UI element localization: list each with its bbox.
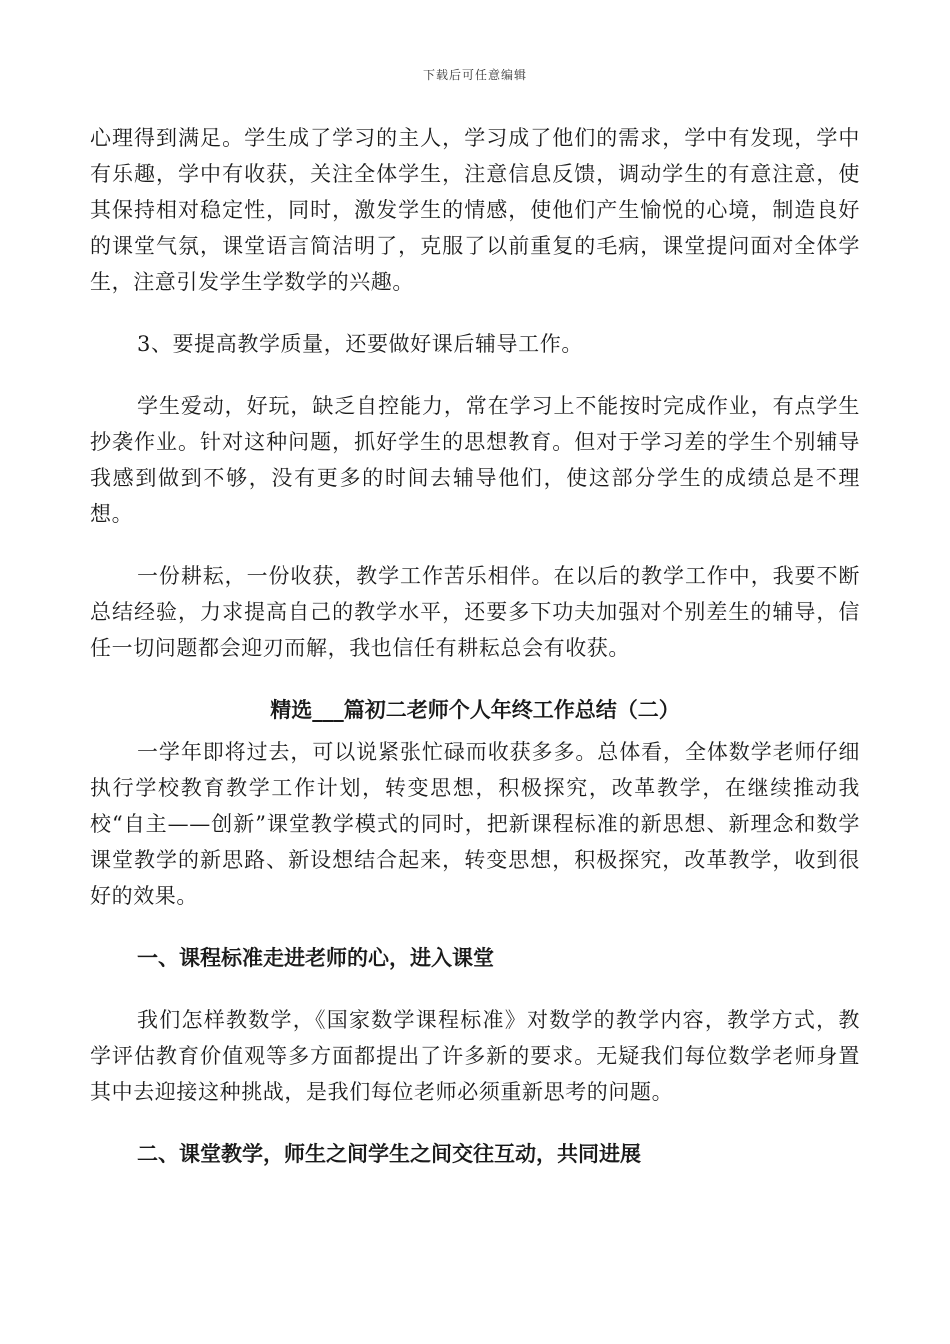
paragraph-gap bbox=[90, 1110, 860, 1136]
paragraph-gap bbox=[90, 300, 860, 326]
paragraph-gap bbox=[90, 976, 860, 1002]
paragraph-gap bbox=[90, 914, 860, 940]
paragraph-3: 学生爱动，好玩，缺乏自控能力，常在学习上不能按时完成作业，有点学生抄袭作业。针对这种问题，抓好学生的思想教育。但对于学习差的学生个别辅导我感到做到不够，没有更多的时间去辅导他们，使这部分学生的成绩总是不理想。 bbox=[90, 394, 860, 526]
paragraph-gap bbox=[90, 362, 860, 388]
paragraph-1: 心理得到满足。学生成了学习的主人，学习成了他们的需求，学中有发现，学中有乐趣，学中有收获，关注全体学生，注意信息反馈，调动学生的有意注意，使其保持相对稳定性，同时，激发学生的情感，使他们产生愉悦的心境，制造良好的课堂气氛，课堂语言简洁明了，克服了以前重复的毛病，课堂提问面对全体学生，注意引发学生学数学的兴趣。 bbox=[90, 126, 860, 294]
page-header-note: 下载后可任意编辑 bbox=[422, 68, 527, 82]
heading-1: 一、课程标准走进老师的心，进入课堂 bbox=[137, 945, 494, 970]
paragraph-5: 一学年即将过去，可以说紧张忙碌而收获多多。总体看，全体数学老师仔细执行学校教育教学工作计划，转变思想，积极探究，改革教学，在继续推动我校“自主——创新”课堂教学模式的同时，把新课程标准的新思想、新理念和数学课堂教学的新思路、新设想结合起来，转变思想，积极探究，改革教学，收到很好的效果。 bbox=[90, 740, 860, 908]
paragraph-4: 一份耕耘，一份收获，教学工作苦乐相伴。在以后的教学工作中，我要不断总结经验，力求提高自己的教学水平，还要多下功夫加强对个别差生的辅导，信任一切问题都会迎刃而解，我也信任有耕耘总会有收获。 bbox=[90, 564, 860, 660]
paragraph-gap bbox=[90, 666, 860, 692]
paragraph-6: 我们怎样教数学，《国家数学课程标准》对数学的教学内容，教学方式，教学评估教育价值观等多方面都提出了许多新的要求。无疑我们每位数学老师身置其中去迎接这种挑战，是我们每位老师必须重新思考的问题。 bbox=[90, 1008, 860, 1104]
section-title: 精选___篇初二老师个人年终工作总结（二） bbox=[270, 697, 680, 722]
paragraph-2: 3、要提高教学质量，还要做好课后辅导工作。 bbox=[137, 332, 583, 356]
paragraph-gap bbox=[90, 532, 860, 558]
heading-2: 二、课堂教学，师生之间学生之间交往互动，共同进展 bbox=[137, 1141, 641, 1166]
document-body bbox=[90, 120, 860, 1172]
